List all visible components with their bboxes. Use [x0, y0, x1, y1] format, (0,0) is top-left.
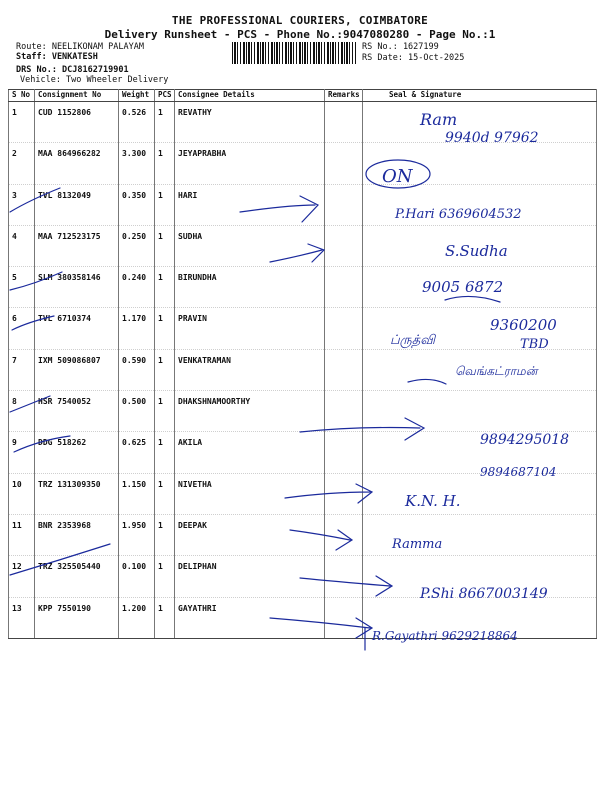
- row-sno: 5: [9, 267, 35, 308]
- signature-row9-phone: 9894295018: [480, 432, 570, 448]
- row-remarks: [325, 225, 363, 266]
- col-sno: S No: [9, 90, 35, 102]
- row-signature: [363, 267, 597, 308]
- col-consignee: Consignee Details: [175, 90, 325, 102]
- row-weight: 0.100: [119, 556, 155, 597]
- signature-row7: வெங்கட்ராமன்: [455, 364, 538, 378]
- row-signature: [363, 597, 597, 638]
- col-pcs: PCS: [155, 90, 175, 102]
- row-sno: 3: [9, 184, 35, 225]
- company-title: THE PROFESSIONAL COURIERS, COIMBATORE: [171, 14, 429, 27]
- row-signature: [363, 514, 597, 555]
- row-consignment: IXM 509086807: [35, 349, 119, 390]
- row-remarks: [325, 514, 363, 555]
- row-consignee: REVATHY: [175, 102, 325, 143]
- row-sno: 2: [9, 143, 35, 184]
- row-remarks: [325, 349, 363, 390]
- row-pcs: 1: [155, 184, 175, 225]
- row-weight: 0.500: [119, 391, 155, 432]
- row-consignment: CUD 1152806: [35, 102, 119, 143]
- row-sno: 4: [9, 225, 35, 266]
- row-pcs: 1: [155, 597, 175, 638]
- row-pcs: 1: [155, 225, 175, 266]
- row-sno: 13: [9, 597, 35, 638]
- row-sno: 10: [9, 473, 35, 514]
- signature-row5: 9005 6872: [422, 278, 504, 296]
- row-sno: 12: [9, 556, 35, 597]
- row-remarks: [325, 473, 363, 514]
- row-consignment: BNR 2353968: [35, 514, 119, 555]
- row-weight: 3.300: [119, 143, 155, 184]
- signature-row11: Ramma: [392, 537, 443, 552]
- table-row: [9, 473, 597, 514]
- row-signature: [363, 143, 597, 184]
- row-consignment: MAA 864966282: [35, 143, 119, 184]
- col-consignment: Consignment No: [35, 90, 119, 102]
- row-signature: [363, 308, 597, 349]
- signature-row1-phone: 9940d 97962: [445, 130, 539, 146]
- row-sno: 9: [9, 432, 35, 473]
- table-row: [9, 267, 597, 308]
- row-sno: 8: [9, 391, 35, 432]
- row-weight: 0.590: [119, 349, 155, 390]
- signature-row12: P.Shi 8667003149: [420, 586, 548, 602]
- row-weight: 1.950: [119, 514, 155, 555]
- drs-number: DRS No.: DCJ8162719901: [16, 65, 129, 75]
- row-signature: [363, 102, 597, 143]
- signature-row3: P.Hari 6369604532: [395, 207, 522, 222]
- row-remarks: [325, 308, 363, 349]
- row-pcs: 1: [155, 432, 175, 473]
- row-sno: 1: [9, 102, 35, 143]
- signature-row4: S.Sudha: [445, 242, 508, 260]
- row-remarks: [325, 597, 363, 638]
- signature-row6-note: TBD: [520, 337, 549, 352]
- table-row: [9, 391, 597, 432]
- table-header-row: [9, 90, 597, 102]
- row-consignment: TRZ 131309350: [35, 473, 119, 514]
- row-consignee: SUDHA: [175, 225, 325, 266]
- row-weight: 1.170: [119, 308, 155, 349]
- row-pcs: 1: [155, 473, 175, 514]
- row-consignee: DHAKSHNAMOORTHY: [175, 391, 325, 432]
- row-signature: [363, 391, 597, 432]
- table-row: [9, 102, 597, 143]
- row-pcs: 1: [155, 267, 175, 308]
- col-signature: Seal & Signature: [363, 90, 597, 102]
- table-row: [9, 225, 597, 266]
- row-weight: 1.200: [119, 597, 155, 638]
- row-pcs: 1: [155, 556, 175, 597]
- table-row: [9, 556, 597, 597]
- row-signature: [363, 225, 597, 266]
- row-remarks: [325, 391, 363, 432]
- row-pcs: 1: [155, 143, 175, 184]
- row-consignee: AKILA: [175, 432, 325, 473]
- table-row: [9, 432, 597, 473]
- row-remarks: [325, 267, 363, 308]
- col-remarks: Remarks: [325, 90, 363, 102]
- row-pcs: 1: [155, 308, 175, 349]
- row-weight: 0.240: [119, 267, 155, 308]
- runsheet-table: [8, 89, 597, 639]
- row-consignee: BIRUNDHA: [175, 267, 325, 308]
- signature-row6: ப்ருத்வி: [390, 333, 435, 348]
- signature-row13: R.Gayathri 9629218864: [372, 629, 518, 643]
- signature-row2: ON: [382, 166, 413, 187]
- row-consignment: HSR 7540052: [35, 391, 119, 432]
- signature-row9-phone2: 9894687104: [480, 465, 557, 479]
- row-sno: 6: [9, 308, 35, 349]
- row-consignment: TRZ 325505440: [35, 556, 119, 597]
- row-consignee: VENKATRAMAN: [175, 349, 325, 390]
- row-consignee: GAYATHRI: [175, 597, 325, 638]
- row-signature: [363, 473, 597, 514]
- rs-number: RS No.: 1627199: [362, 42, 439, 52]
- row-consignee: NIVETHA: [175, 473, 325, 514]
- row-sno: 7: [9, 349, 35, 390]
- row-consignee: DELIPHAN: [175, 556, 325, 597]
- row-sno: 11: [9, 514, 35, 555]
- row-consignee: DEEPAK: [175, 514, 325, 555]
- row-consignment: SLM 380358146: [35, 267, 119, 308]
- row-consignment: DDG 518262: [35, 432, 119, 473]
- signature-row10: K.N. H.: [405, 492, 461, 510]
- row-pcs: 1: [155, 349, 175, 390]
- route-label: Route: NEELIKONAM PALAYAM: [16, 42, 144, 52]
- row-consignee: PRAVIN: [175, 308, 325, 349]
- row-weight: 0.350: [119, 184, 155, 225]
- vehicle-label: Vehicle: Two Wheeler Delivery: [20, 75, 169, 85]
- row-consignment: TVL 8132049: [35, 184, 119, 225]
- row-consignment: KPP 7550190: [35, 597, 119, 638]
- table-row: [9, 308, 597, 349]
- row-pcs: 1: [155, 514, 175, 555]
- signature-row1: Ram: [420, 110, 458, 129]
- row-remarks: [325, 143, 363, 184]
- barcode-image: [232, 42, 356, 64]
- row-remarks: [325, 102, 363, 143]
- row-consignment: MAA 712523175: [35, 225, 119, 266]
- row-remarks: [325, 556, 363, 597]
- table-row: [9, 184, 597, 225]
- runsheet-subtitle: Delivery Runsheet - PCS - Phone No.:9047080280 - Page No.:1: [104, 28, 496, 41]
- table-row: [9, 597, 597, 638]
- row-weight: 1.150: [119, 473, 155, 514]
- table-row: [9, 514, 597, 555]
- row-consignee: HARI: [175, 184, 325, 225]
- table-row: [9, 349, 597, 390]
- row-remarks: [325, 184, 363, 225]
- row-pcs: 1: [155, 102, 175, 143]
- row-signature: [363, 184, 597, 225]
- row-remarks: [325, 432, 363, 473]
- row-signature: [363, 349, 597, 390]
- row-weight: 0.250: [119, 225, 155, 266]
- col-weight: Weight: [119, 90, 155, 102]
- signature-row6-phone: 9360200: [490, 316, 557, 334]
- row-consignee: JEYAPRABHA: [175, 143, 325, 184]
- rs-date: RS Date: 15-Oct-2025: [362, 53, 465, 63]
- row-consignment: TVL 6710374: [35, 308, 119, 349]
- row-signature: [363, 432, 597, 473]
- table-row: [9, 143, 597, 184]
- row-weight: 0.526: [119, 102, 155, 143]
- staff-label: Staff: VENKATESH: [16, 52, 98, 62]
- row-pcs: 1: [155, 391, 175, 432]
- row-signature: [363, 556, 597, 597]
- row-weight: 0.625: [119, 432, 155, 473]
